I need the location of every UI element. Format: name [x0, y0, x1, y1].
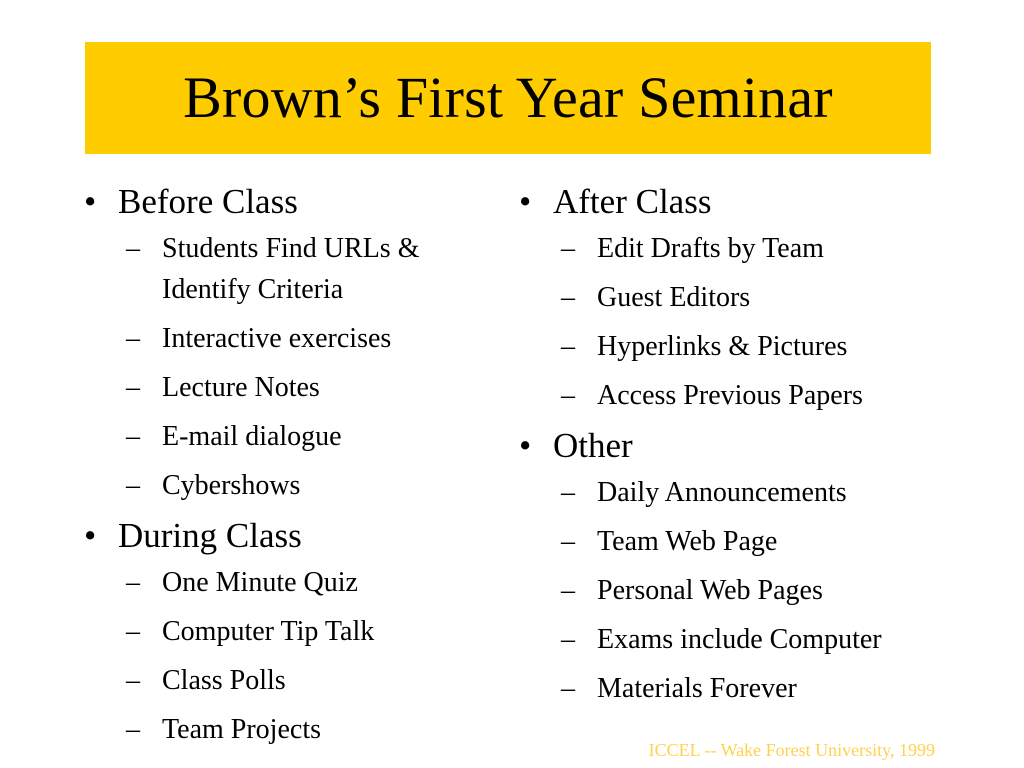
- dash-icon: –: [126, 470, 140, 501]
- list-item-text: Team Web Page: [597, 526, 778, 557]
- dash-icon: –: [561, 331, 575, 362]
- bullet-icon: •: [84, 516, 97, 555]
- list-item-text: Personal Web Pages: [597, 575, 823, 606]
- section-other: [515, 424, 955, 709]
- sub-list: [515, 228, 955, 416]
- list-item: [80, 228, 500, 310]
- sub-list: [80, 562, 500, 750]
- bullet-icon: •: [519, 426, 532, 465]
- dash-icon: –: [126, 323, 140, 354]
- dash-icon: –: [561, 282, 575, 313]
- list-item-text: Interactive exercises: [162, 323, 392, 354]
- list-item-text: Hyperlinks & Pictures: [597, 331, 848, 362]
- list-item: [80, 660, 500, 701]
- dash-icon: –: [561, 575, 575, 606]
- bullet-before-class: [80, 180, 500, 224]
- bullet-other: [515, 424, 955, 468]
- list-item: [515, 472, 955, 513]
- dash-icon: –: [126, 372, 140, 403]
- list-item: [515, 326, 955, 367]
- list-item-text: Materials Forever: [597, 673, 797, 704]
- list-item: [515, 375, 955, 416]
- dash-icon: –: [561, 673, 575, 704]
- dash-icon: –: [126, 616, 140, 647]
- section-heading: Other: [553, 426, 633, 465]
- right-column: [515, 180, 955, 717]
- list-item: [80, 318, 500, 359]
- list-item-text: Team Projects: [162, 714, 321, 745]
- list-item-text: Guest Editors: [597, 282, 751, 313]
- bullet-icon: •: [519, 182, 532, 221]
- list-item-text: One Minute Quiz: [162, 567, 358, 598]
- bullet-during-class: [80, 514, 500, 558]
- dash-icon: –: [126, 714, 140, 745]
- list-item-text: Students Find URLs & Identify Criteria: [162, 233, 420, 305]
- section-heading: After Class: [553, 182, 712, 221]
- section-heading: Before Class: [118, 182, 298, 221]
- dash-icon: –: [561, 477, 575, 508]
- slide-footer: ICCEL -- Wake Forest University, 1999: [648, 740, 935, 760]
- sub-list: [515, 472, 955, 709]
- list-item-text: Cybershows: [162, 470, 301, 501]
- title-banner: [85, 42, 931, 154]
- sub-list: [80, 228, 500, 506]
- list-item: [515, 277, 955, 318]
- bullet-after-class: [515, 180, 955, 224]
- list-item-text: E-mail dialogue: [162, 421, 342, 452]
- list-item: [515, 521, 955, 562]
- list-item-text: Class Polls: [162, 665, 286, 696]
- dash-icon: –: [561, 233, 575, 264]
- dash-icon: –: [126, 665, 140, 696]
- list-item: [80, 416, 500, 457]
- list-item: [515, 228, 955, 269]
- dash-icon: –: [561, 380, 575, 411]
- dash-icon: –: [126, 567, 140, 598]
- list-item: [80, 709, 500, 750]
- list-item-text: Access Previous Papers: [597, 380, 863, 411]
- list-item-text: Computer Tip Talk: [162, 616, 375, 647]
- list-item: [515, 668, 955, 709]
- dash-icon: –: [561, 624, 575, 655]
- list-item: [80, 367, 500, 408]
- bullet-icon: •: [84, 182, 97, 221]
- dash-icon: –: [561, 526, 575, 557]
- left-column: [80, 180, 500, 758]
- list-item-text: Exams include Computer: [597, 624, 882, 655]
- list-item: [80, 465, 500, 506]
- list-item: [80, 611, 500, 652]
- list-item-text: Daily Announcements: [597, 477, 847, 508]
- list-item-text: Lecture Notes: [162, 372, 320, 403]
- section-before-class: [80, 180, 500, 506]
- slide-title: Brown’s First Year Seminar: [183, 65, 833, 130]
- list-item-text: Edit Drafts by Team: [597, 233, 824, 264]
- dash-icon: –: [126, 233, 140, 264]
- section-after-class: [515, 180, 955, 416]
- list-item: [80, 562, 500, 603]
- section-during-class: [80, 514, 500, 750]
- section-heading: During Class: [118, 516, 302, 555]
- list-item: [515, 619, 955, 660]
- dash-icon: –: [126, 421, 140, 452]
- list-item: [515, 570, 955, 611]
